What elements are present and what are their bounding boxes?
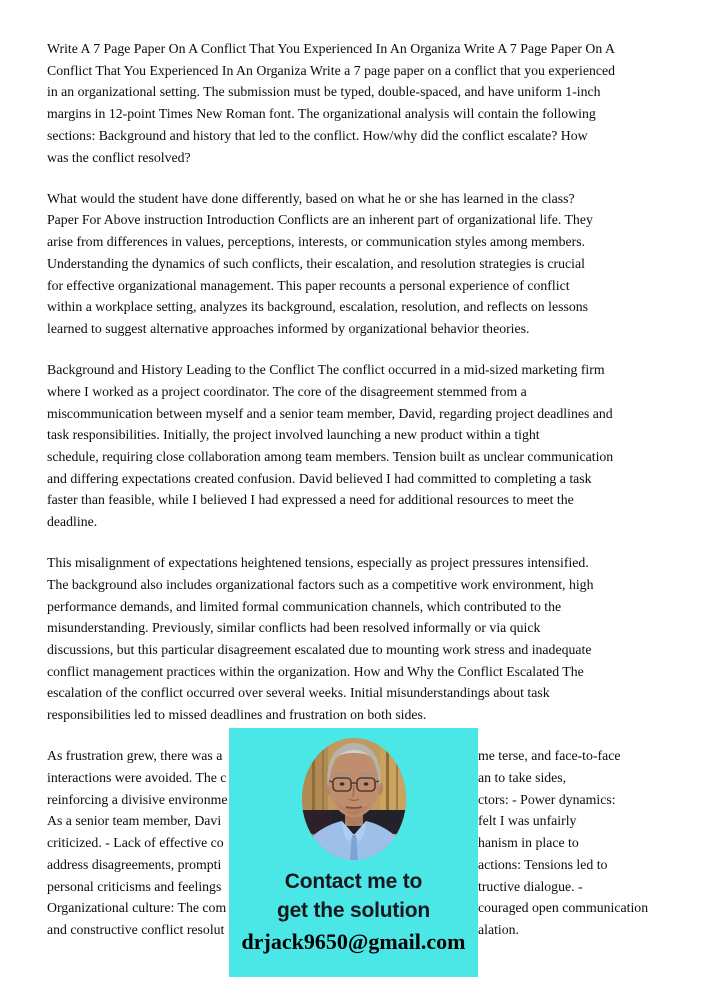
promo-headline-line1: Contact me to: [284, 870, 423, 893]
text-fragment-left: interactions were avoided. The c: [47, 770, 227, 786]
text-fragment-left: As a senior team member, Davi: [47, 813, 222, 829]
text-line: for effective organizational management. This paper recounts a personal experience of conflict: [47, 277, 570, 293]
text-line: discussions, but this particular disagreement escalated due to mounting work stress and inadequate: [47, 642, 592, 658]
text-line: sections: Background and history that led to the conflict. How/why did the conflict escalate? How: [47, 127, 588, 143]
text-fragment-left: reinforcing a divisive environme: [47, 791, 228, 807]
text-line: where I worked as a project coordinator. The core of the disagreement stemmed from a: [47, 383, 527, 399]
text-line: misunderstanding. Previously, similar conflicts had been resolved informally or via quick: [47, 620, 541, 636]
promo-headline: [277, 867, 430, 925]
text-line: in an organizational setting. The submission must be typed, double-spaced, and have uniform 1-inch: [47, 84, 601, 100]
text-line: faster than feasible, while I believed I had expressed a need for additional resources to meet the: [47, 492, 574, 508]
text-line: schedule, requiring close collaboration among team members. Tension built as unclear communication: [47, 448, 614, 464]
text-line: escalation of the conflict occurred over several weeks. Initial misunderstandings about task: [47, 685, 550, 701]
text-line: performance demands, and limited formal communication channels, which contributed to the: [47, 598, 562, 614]
promo-overlay[interactable]: [229, 728, 478, 977]
text-fragment-left: Organizational culture: The com: [47, 900, 227, 916]
text-line: conflict management practices within the organization. How and Why the Conflict Escalated The: [47, 663, 584, 679]
text-line: Understanding the dynamics of such conflicts, their escalation, and resolution strategies is crucial: [47, 255, 585, 271]
text-fragment-left: personal criticisms and feelings: [47, 878, 222, 894]
text-line: within a workplace setting, analyzes its background, escalation, resolution, and reflects on lessons: [47, 299, 588, 315]
text-fragment-right: felt I was unfairly: [478, 813, 577, 829]
text-fragment-left: address disagreements, prompti: [47, 856, 222, 872]
man-portrait-icon: [302, 738, 406, 860]
text-line: deadline.: [47, 514, 98, 530]
text-line: Write A 7 Page Paper On A Conflict That You Experienced In An Organiza Write A 7 Page Paper On A: [47, 41, 615, 56]
text-line: Conflict That You Experienced In An Organiza Write a 7 page paper on a conflict that you experienced: [47, 62, 615, 78]
paragraph: [47, 188, 663, 340]
text-fragment-right: actions: Tensions led to: [478, 856, 608, 872]
text-fragment-left: As frustration grew, there was a: [47, 748, 223, 764]
text-line: What would the student have done differently, based on what he or she has learned in the class?: [47, 190, 575, 206]
text-line: task responsibilities. Initially, the project involved launching a new product within a tight: [47, 427, 540, 443]
text-fragment-right: me terse, and face-to-face: [478, 748, 621, 764]
text-line: Paper For Above instruction Introduction Conflicts are an inherent part of organizational life. They: [47, 212, 593, 228]
text-line: The background also includes organizational factors such as a competitive work environment, high: [47, 576, 594, 592]
text-line: and differing expectations created confusion. David believed I had committed to completing a task: [47, 470, 592, 486]
text-fragment-right: tructive dialogue. -: [478, 878, 583, 894]
text-line: was the conflict resolved?: [47, 149, 191, 165]
paragraph: [47, 359, 663, 533]
text-fragment-right: an to take sides,: [478, 770, 567, 786]
text-fragment-left: and constructive conflict resolut: [47, 921, 225, 937]
promo-headline-line2: get the solution: [276, 899, 431, 922]
promo-email[interactable]: drjack9650@gmail.com: [241, 929, 466, 954]
text-fragment-right: couraged open communication: [478, 900, 649, 916]
text-line: responsibilities led to missed deadlines and frustration on both sides.: [47, 707, 427, 723]
text-line: miscommunication between myself and a senior team member, David, regarding project deadlines and: [47, 405, 613, 421]
text-fragment-right: ctors: - Power dynamics:: [478, 791, 616, 807]
paragraph: [47, 552, 663, 726]
paragraph: [47, 38, 663, 168]
text-line: Background and History Leading to the Conflict The conflict occurred in a mid-sized marketing firm: [47, 362, 605, 378]
text-line: margins in 12-point Times New Roman font. The organizational analysis will contain the following: [47, 106, 596, 122]
text-line: learned to suggest alternative approaches informed by organizational behavior theories.: [47, 320, 530, 336]
text-line: arise from differences in values, perceptions, interests, or communication styles among members.: [47, 234, 586, 250]
text-fragment-left: criticized. - Lack of effective co: [47, 835, 224, 851]
text-line: This misalignment of expectations heightened tensions, especially as project pressures intensified.: [47, 555, 589, 571]
text-fragment-right: alation.: [478, 921, 519, 937]
portrait-photo: [302, 738, 406, 860]
text-fragment-right: hanism in place to: [478, 835, 579, 851]
